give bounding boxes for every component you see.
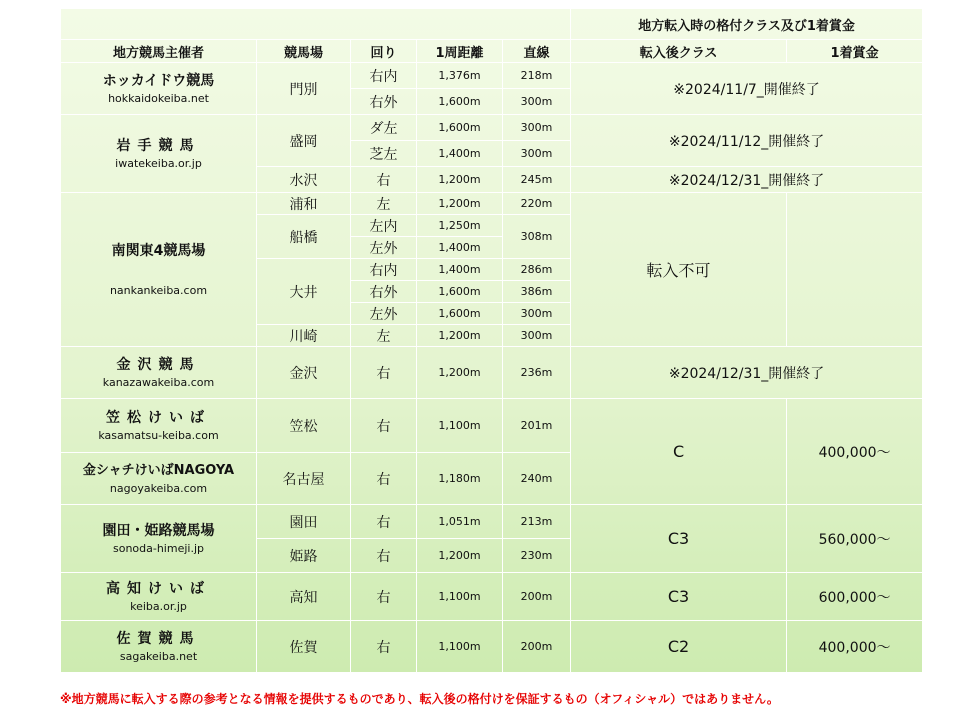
distance-cell: 1,250m [417,215,503,237]
distance-cell: 1,200m [417,539,503,573]
direction-cell: 左外 [351,303,417,325]
org-url: hokkaidokeiba.net [108,91,209,105]
direction-cell: 右 [351,505,417,539]
status-note: 転入不可 [571,193,787,347]
prize-cell: 400,000～ [787,399,923,505]
direction-cell: 右 [351,347,417,399]
class-cell: C2 [571,621,787,673]
direction-cell: 右外 [351,281,417,303]
straight-cell: 218m [503,63,571,89]
header-group-title: 地方転入時の格付クラス及び1着賞金 [571,9,923,40]
straight-cell: 200m [503,573,571,621]
course-cell: 川崎 [257,325,351,347]
org-cell-iwate [61,115,257,193]
header-prize: 1着賞金 [787,40,923,63]
table-row [61,505,923,539]
direction-cell: 右 [351,167,417,193]
course-cell: 笠松 [257,399,351,453]
distance-cell: 1,600m [417,303,503,325]
org-name: 岩手競馬 [116,137,201,154]
org-cell-kochi [61,573,257,621]
header-blank [61,9,571,40]
org-url: nagoyakeiba.com [109,481,208,495]
org-cell-kanazawa [61,347,257,399]
org-url: kanazawakeiba.com [102,375,215,389]
straight-cell: 286m [503,259,571,281]
straight-cell: 245m [503,167,571,193]
course-cell: 金沢 [257,347,351,399]
straight-cell: 200m [503,621,571,673]
distance-cell: 1,051m [417,505,503,539]
table-row [61,621,923,673]
course-cell: 盛岡 [257,115,351,167]
course-cell: 姫路 [257,539,351,573]
org-name: 園田・姫路競馬場 [102,522,215,539]
org-cell-nagoya [61,453,257,505]
direction-cell: 右 [351,399,417,453]
direction-cell: 右内 [351,63,417,89]
course-cell: 名古屋 [257,453,351,505]
status-note: ※2024/12/31_開催終了 [571,167,923,193]
org-url: keiba.or.jp [130,599,187,613]
org-name: 佐賀競馬 [116,630,201,647]
table-row [61,573,923,621]
header-course: 競馬場 [257,40,351,63]
direction-cell: 左内 [351,215,417,237]
direction-cell: 左外 [351,237,417,259]
direction-cell: 右内 [351,259,417,281]
org-name: 高知けいば [106,580,211,597]
header-straight: 直線 [503,40,571,63]
prize-cell: 560,000～ [787,505,923,573]
course-cell: 高知 [257,573,351,621]
straight-cell: 236m [503,347,571,399]
prize-cell: 400,000～ [787,621,923,673]
distance-cell: 1,200m [417,325,503,347]
class-cell: C3 [571,573,787,621]
course-cell: 浦和 [257,193,351,215]
header-class: 転入後クラス [571,40,787,63]
distance-cell: 1,200m [417,193,503,215]
table-row [61,63,923,89]
distance-cell: 1,100m [417,399,503,453]
org-name: 笠松けいば [106,409,211,426]
prize-cell: 600,000～ [787,573,923,621]
direction-cell: 左 [351,193,417,215]
transfer-table [60,8,923,673]
distance-cell: 1,600m [417,115,503,141]
distance-cell: 1,100m [417,621,503,673]
org-url: iwatekeiba.or.jp [115,156,202,170]
distance-cell: 1,600m [417,281,503,303]
org-cell-saga [61,621,257,673]
status-note: ※2024/12/31_開催終了 [571,347,923,399]
straight-cell: 300m [503,303,571,325]
header-distance: 1周距離 [417,40,503,63]
straight-cell: 300m [503,115,571,141]
distance-cell: 1,376m [417,63,503,89]
class-cell: C3 [571,505,787,573]
course-cell: 門別 [257,63,351,115]
course-cell: 船橋 [257,215,351,259]
straight-cell: 300m [503,89,571,115]
course-cell: 水沢 [257,167,351,193]
header-row-1 [61,9,923,40]
direction-cell: 右 [351,453,417,505]
table-row [61,347,923,399]
table-row [61,399,923,453]
org-name: 金シャチけいばNAGOYA [82,462,235,478]
direction-cell: 右 [351,539,417,573]
direction-cell: 右 [351,621,417,673]
distance-cell: 1,200m [417,167,503,193]
header-direction: 回り [351,40,417,63]
direction-cell: 左 [351,325,417,347]
distance-cell: 1,400m [417,259,503,281]
org-url: sagakeiba.net [119,649,198,663]
straight-cell: 300m [503,325,571,347]
course-cell: 大井 [257,259,351,325]
direction-cell: ダ左 [351,115,417,141]
table-row [61,193,923,215]
org-cell-hyogo [61,505,257,573]
straight-cell: 220m [503,193,571,215]
straight-cell: 240m [503,453,571,505]
straight-cell: 201m [503,399,571,453]
header-row-2 [61,40,923,63]
course-cell: 園田 [257,505,351,539]
header-org: 地方競馬主催者 [61,40,257,63]
straight-cell: 386m [503,281,571,303]
org-cell-kasamatsu [61,399,257,453]
distance-cell: 1,400m [417,141,503,167]
org-url: sonoda-himeji.jp [112,541,204,555]
direction-cell: 右外 [351,89,417,115]
straight-cell: 213m [503,505,571,539]
straight-cell: 230m [503,539,571,573]
status-note: ※2024/11/12_開催終了 [571,115,923,167]
table-row [61,115,923,141]
org-cell-hokkaido [61,63,257,115]
class-cell: C [571,399,787,505]
status-note: ※2024/11/7_開催終了 [571,63,923,115]
prize-cell-empty [787,193,923,347]
straight-cell: 300m [503,141,571,167]
distance-cell: 1,200m [417,347,503,399]
org-url: nankankeiba.com [109,283,208,297]
org-url: kasamatsu-keiba.com [98,428,219,442]
straight-cell: 308m [503,215,571,259]
direction-cell: 右 [351,573,417,621]
distance-cell: 1,400m [417,237,503,259]
org-name: ホッカイドウ競馬 [102,72,215,89]
org-cell-minamikanto [61,193,257,347]
org-name: 南関東4競馬場 [111,242,206,259]
distance-cell: 1,600m [417,89,503,115]
org-name: 金沢競馬 [116,356,201,373]
disclaimer-text: ※地方競馬に転入する際の参考となる情報を提供するものであり、転入後の格付けを保証するもの（オフィシャル）ではありません。 [60,692,779,706]
direction-cell: 芝左 [351,141,417,167]
course-cell: 佐賀 [257,621,351,673]
distance-cell: 1,100m [417,573,503,621]
distance-cell: 1,180m [417,453,503,505]
